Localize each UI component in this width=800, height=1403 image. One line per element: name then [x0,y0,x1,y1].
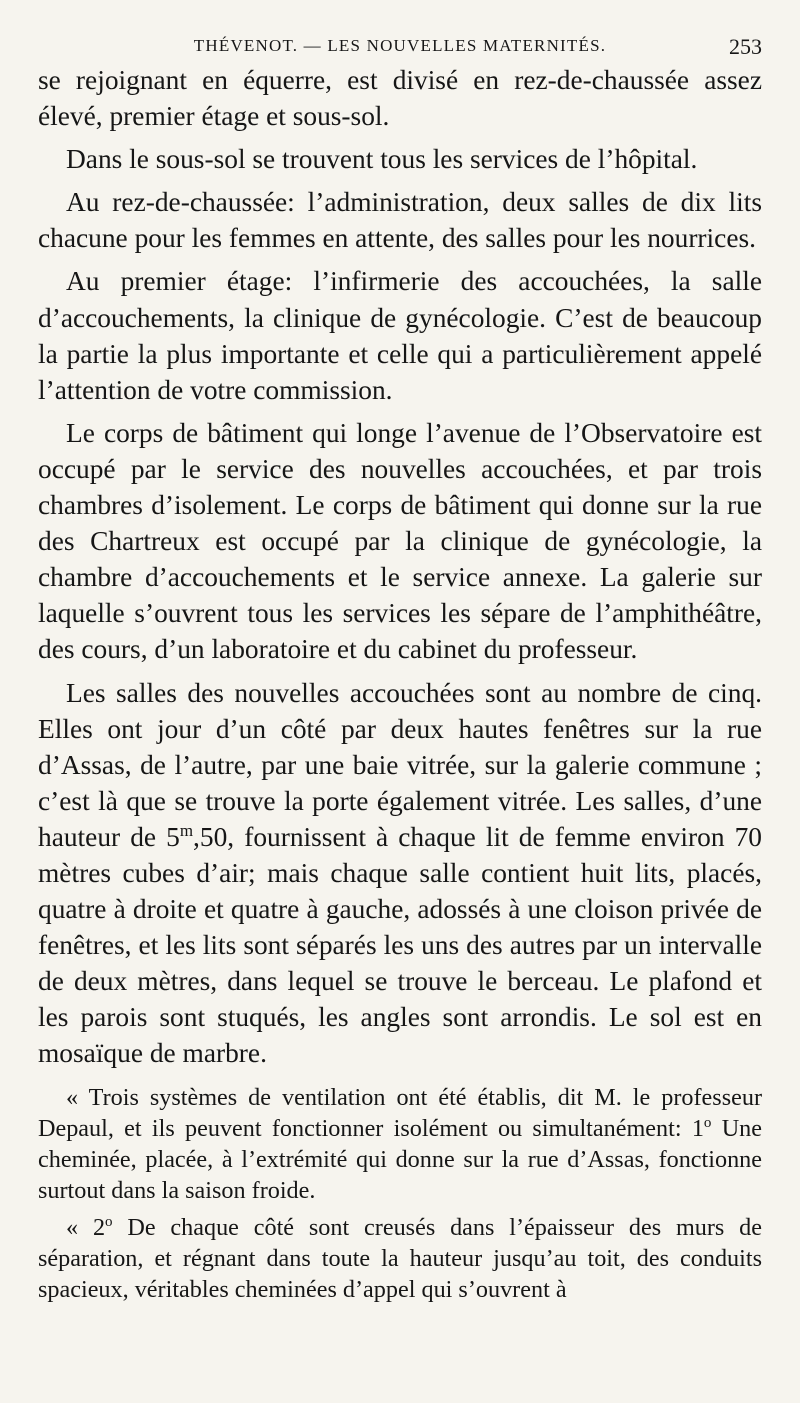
paragraph-6 [38,675,762,1072]
paragraph-5: Le corps de bâtiment qui longe l’avenue de l’Observatoire est occupé par le service des nouvelles accouchées, et par trois chambres d’isolement. Le corps de bâtiment qui donne sur la rue des Chartreux est occupé par la clinique de gynécologie, la chambre d’accouchements et le service annexe. La galerie sur laquelle s’ouvrent tous les services les sépare de l’amphithéâtre, des cours, d’un laboratoire et du cabinet du professeur. [38,417,762,665]
ordinal-superscript-2: o [105,1213,113,1230]
paragraph-4: Au premier étage: l’infirmerie des accouchées, la salle d’accouchements, la clinique de gynécologie. C’est de beaucoup la partie la plus importante et celle qui a particulièrement appelé l’attention de votre commission. [38,266,762,405]
quote-1-part-1: « Trois systèmes de ventilation ont été établis, dit M. le professeur Depaul, et ils peuvent fonctionner isolément ou simultanément: 1 [38,1083,762,1142]
metre-superscript: m [179,820,194,840]
running-head [38,28,762,62]
ordinal-superscript-1: o [703,1114,712,1131]
paragraph-1: se rejoignant en équerre, est divisé en rez-de-chaussée assez élevé, premier étage et sous-sol. [38,65,762,132]
running-title: THÉVENOT. — LES NOUVELLES MATERNITÉS. [193,36,607,55]
paragraph-6-part-2: ,50, fournissent à chaque lit de femme environ 70 mètres cubes d’air; mais chaque salle contient huit lits, placés, quatre à droite et quatre à gauche, adossés à une cloison privée de fenêtres, et les lits sont séparés les uns des autres par un intervalle de deux mètres, dans lequel se trouve le berceau. Le plafond et les parois sont stuqués, les angles sont arrondis. Le sol est en mosaïque de marbre. [38,821,763,1069]
quote-paragraph-1 [38,1082,762,1207]
quote-2-part-2: De chaque côté sont creusés dans l’épaisseur des murs de séparation, et régnant dans toute la hauteur jusqu’au toit, des conduits spacieux, véritables cheminées d’appel qui s’ouvrent à [38,1213,762,1304]
quote-1-part-2: Une cheminée, placée, à l’extrémité qui donne sur la rue d’Assas, fonctionne surtout dans la saison froide. [38,1114,762,1205]
quote-2-part-1: « 2 [66,1213,106,1241]
quote-paragraph-2 [38,1212,762,1306]
quoted-passage [38,1082,762,1306]
paragraph-6-part-1: Les salles des nouvelles accouchées sont au nombre de cinq. Elles ont jour d’un côté par deux hautes fenêtres sur la rue d’Assas, de l’autre, par une baie vitrée, sur la galerie commune ; c’est là que se trouve la porte également vitrée. Les salles, d’une hauteur de 5 [38,677,762,852]
body-text [38,62,762,1072]
paragraph-3: Au rez-de-chaussée: l’administration, deux salles de dix lits chacune pour les femmes en attente, des salles pour les nourrices. [38,187,762,254]
paragraph-2: Dans le sous-sol se trouvent tous les services de l’hôpital. [66,144,698,175]
page-number: 253 [729,34,762,59]
